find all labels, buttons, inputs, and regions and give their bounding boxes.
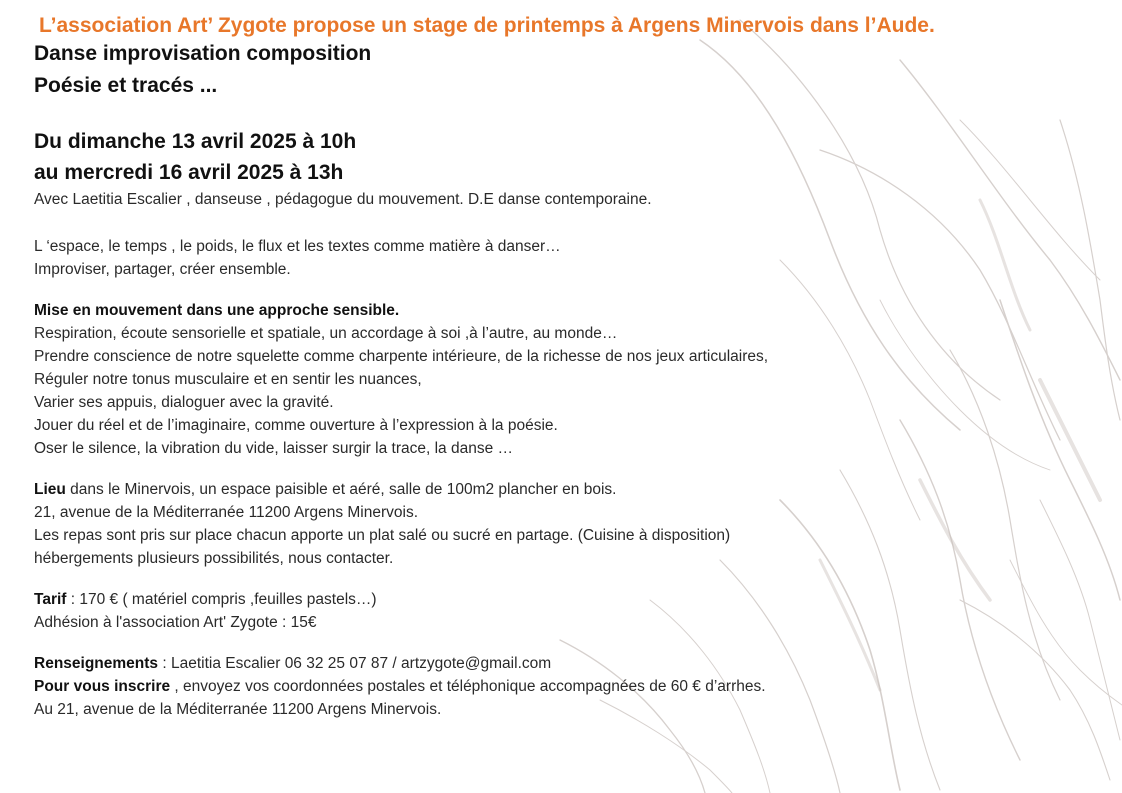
theme-block: [34, 235, 561, 281]
pricing-value: : 170 € ( matériel compris ,feuilles pastels…): [66, 591, 377, 608]
approach-heading: Mise en mouvement dans une approche sensible.: [34, 302, 400, 319]
page-title: L’association Art’ Zygote propose un stage de printemps à Argens Minervois dans l’Aude.: [39, 14, 935, 37]
subtitle-poetry: Poésie et tracés ...: [34, 74, 218, 97]
location-block: [34, 478, 730, 570]
date-start: Du dimanche 13 avril 2025 à 10h: [34, 130, 357, 153]
approach-line: Prendre conscience de notre squelette comme charpente intérieure, de la richesse de nos jeux articulaires,: [34, 348, 769, 365]
subtitle-dance: Danse improvisation composition: [34, 42, 372, 65]
register-value: , envoyez vos coordonnées postales et téléphonique accompagnées de 60 € d’arrhes.: [170, 678, 766, 695]
contact-label: Renseignements: [34, 655, 159, 672]
theme-line: L ‘espace, le temps , le poids, le flux et les textes comme matière à danser…: [34, 238, 561, 255]
date-end: au mercredi 16 avril 2025 à 13h: [34, 161, 344, 184]
approach-line: Réguler notre tonus musculaire et en sentir les nuances,: [34, 371, 422, 388]
pricing-block: [34, 588, 377, 634]
location-label: Lieu: [34, 481, 66, 498]
approach-line: Varier ses appuis, dialoguer avec la gravité.: [34, 394, 334, 411]
approach-line: Jouer du réel et de l’imaginaire, comme ouverture à l’expression à la poésie.: [34, 417, 558, 434]
register-label: Pour vous inscrire: [34, 678, 171, 695]
approach-line: Oser le silence, la vibration du vide, laisser surgir la trace, la danse …: [34, 440, 513, 457]
theme-line: Improviser, partager, créer ensemble.: [34, 261, 291, 278]
location-address: 21, avenue de la Méditerranée 11200 Argens Minervois.: [34, 504, 419, 521]
register-address: Au 21, avenue de la Méditerranée 11200 Argens Minervois.: [34, 701, 442, 718]
contact-value: : Laetitia Escalier 06 32 25 07 87 / artzygote@gmail.com: [158, 655, 552, 672]
location-description: dans le Minervois, un espace paisible et aéré, salle de 100m2 plancher en bois.: [65, 481, 617, 498]
intro-text: Avec Laetitia Escalier , danseuse , pédagogue du mouvement. D.E danse contemporaine.: [34, 191, 652, 208]
location-meals: Les repas sont pris sur place chacun apporte un plat salé ou sucré en partage. (Cuisine à disposition): [34, 527, 731, 544]
approach-line: Respiration, écoute sensorielle et spatiale, un accordage à soi ,à l’autre, au monde…: [34, 325, 618, 342]
location-lodging: hébergements plusieurs possibilités, nous contacter.: [34, 550, 394, 567]
contact-block: [34, 652, 766, 721]
approach-block: [34, 299, 768, 460]
pricing-label: Tarif: [34, 591, 67, 608]
membership-fee: Adhésion à l'association Art' Zygote : 15€: [34, 614, 317, 631]
